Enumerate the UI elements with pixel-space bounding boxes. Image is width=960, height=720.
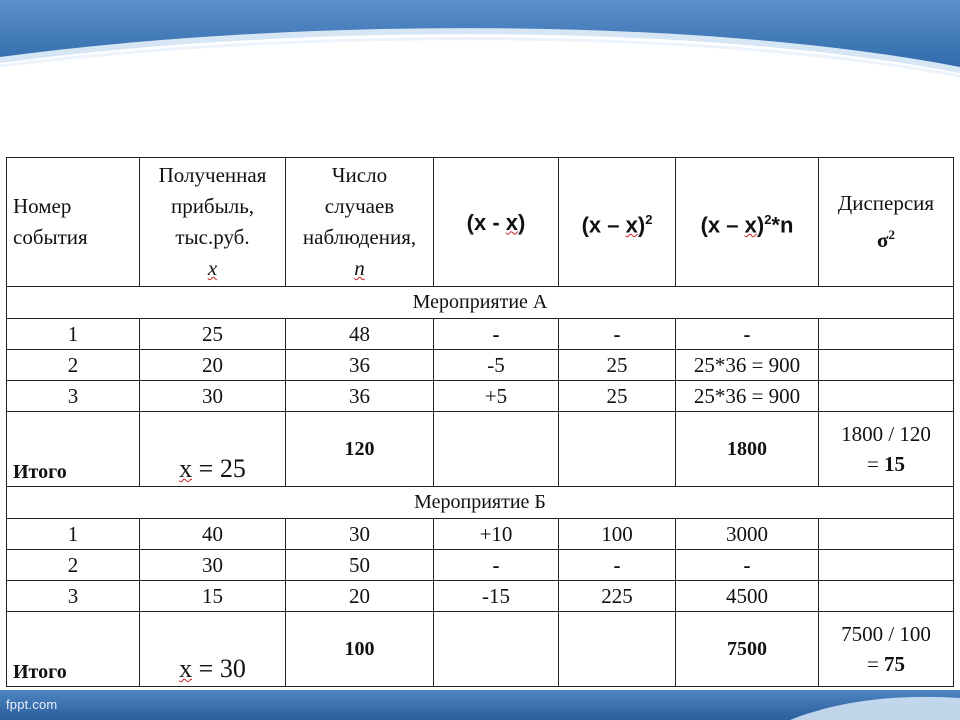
mean-value: x = 25 bbox=[140, 412, 286, 487]
total-cases: 120 bbox=[286, 412, 434, 487]
total-label: Итого bbox=[7, 612, 140, 687]
statistics-table bbox=[6, 157, 954, 687]
section-a-total-row bbox=[7, 412, 954, 487]
total-label: Итого bbox=[7, 412, 140, 487]
total-sum: 7500 bbox=[676, 612, 819, 687]
table-row: 2 20 36 -5 25 25*36 = 900 bbox=[7, 350, 954, 381]
header-deviation-squared: (x – x)$^2$ bbox=[559, 158, 676, 287]
header-deviation: (x - x) bbox=[434, 158, 559, 287]
table-row: 1 25 48 - - - bbox=[7, 319, 954, 350]
header-event-number: Номер события bbox=[7, 158, 140, 287]
slide-header-band bbox=[0, 0, 960, 80]
header-cases: Число случаев наблюдения, n bbox=[286, 158, 434, 287]
section-a-title-row: Мероприятие А bbox=[7, 287, 954, 319]
watermark: fppt.com bbox=[6, 697, 58, 712]
header-dispersion: Дисперсия $\sigma^2$ bbox=[819, 158, 954, 287]
slide-footer-band bbox=[0, 690, 960, 720]
total-sum: 1800 bbox=[676, 412, 819, 487]
section-b-total-row bbox=[7, 612, 954, 687]
header-deviation-squared-times-n: (x – x)$^2$*n bbox=[676, 158, 819, 287]
table-row: 3 15 20 -15 225 4500 bbox=[7, 581, 954, 612]
table-row: 1 40 30 +10 100 3000 bbox=[7, 519, 954, 550]
header-profit: Полученная прибыль, тыс.руб. x bbox=[140, 158, 286, 287]
mean-value: x = 30 bbox=[140, 612, 286, 687]
dispersion-value: 1800 / 120 = 15 bbox=[819, 412, 954, 487]
section-b-title-row: Мероприятие Б bbox=[7, 487, 954, 519]
dispersion-value: 7500 / 100 = 75 bbox=[819, 612, 954, 687]
total-cases: 100 bbox=[286, 612, 434, 687]
table-row: 3 30 36 +5 25 25*36 = 900 bbox=[7, 381, 954, 412]
table-row: 2 30 50 - - - bbox=[7, 550, 954, 581]
header-row bbox=[7, 158, 954, 287]
